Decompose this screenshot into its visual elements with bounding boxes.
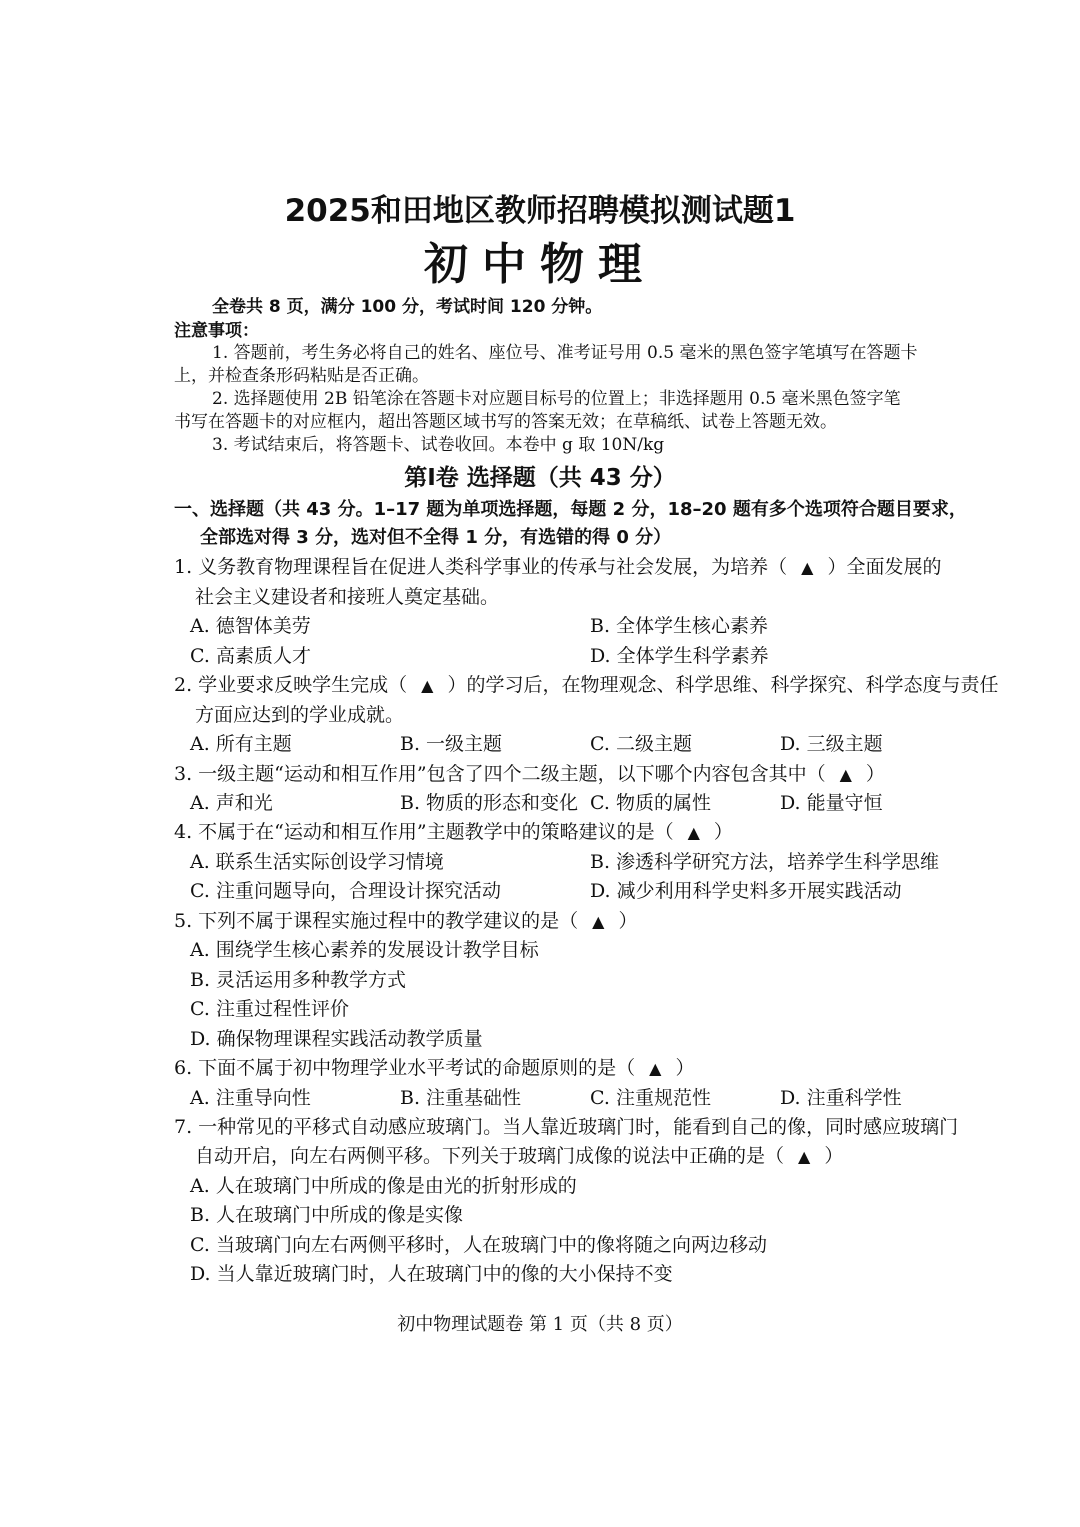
note-3: 3. 考试结束后，将答题卡、试卷收回。本卷中 g 取 10N/kg — [212, 435, 665, 455]
answer-blank-mark: ▲ — [801, 558, 814, 577]
q1-option-a: A. 德智体美劳 — [190, 615, 311, 637]
note-2-cont: 书写在答题卡的对应框内，超出答题区域书写的答案无效；在草稿纸、试卷上答题无效。 — [174, 412, 837, 432]
notes-heading: 注意事项： — [174, 321, 259, 341]
question-5-stem: 5. 下列不属于课程实施过程中的教学建议的是（ ▲ ） — [174, 910, 638, 932]
question-2-stem: 2. 学业要求反映学生完成（ ▲ ）的学习后，在物理观念、科学思维、科学探究、科学态度与责任 — [174, 674, 999, 696]
q3-option-b: B. 物质的形态和变化 — [400, 792, 579, 814]
exam-title: 2025和田地区教师招聘模拟测试题1 — [284, 193, 796, 229]
q5-option-d: D. 确保物理课程实践活动教学质量 — [190, 1028, 483, 1050]
section-instruction-2: 全部选对得 3 分，选对但不全得 1 分，有选错的得 0 分） — [200, 527, 672, 548]
q2-option-a: A. 所有主题 — [190, 733, 292, 755]
q6-option-a: A. 注重导向性 — [190, 1087, 311, 1109]
question-1-stem-cont: 社会主义建设者和接班人奠定基础。 — [195, 586, 500, 608]
page-footer: 初中物理试题卷 第 1 页（共 8 页） — [397, 1314, 683, 1335]
q7-option-c: C. 当玻璃门向左右两侧平移时，人在玻璃门中的像将随之向两边移动 — [190, 1234, 767, 1256]
q4-option-a: A. 联系生活实际创设学习情境 — [190, 851, 444, 873]
question-1-stem: 1. 义务教育物理课程旨在促进人类科学事业的传承与社会发展，为培养（ ▲ ）全面发展的 — [174, 556, 942, 578]
note-2: 2. 选择题使用 2B 铅笔涂在答题卡对应题目标号的位置上；非选择题用 0.5 毫米黑色签字笔 — [212, 389, 901, 409]
section-instruction-1: 一、选择题（共 43 分。1–17 题为单项选择题，每题 2 分，18–20 题有多个选项符合题目要求， — [174, 499, 967, 520]
q1-option-b: B. 全体学生核心素养 — [590, 615, 769, 637]
q6-option-c: C. 注重规范性 — [590, 1087, 711, 1109]
answer-blank-mark: ▲ — [839, 765, 852, 784]
q3-option-c: C. 物质的属性 — [590, 792, 711, 814]
q6-option-b: B. 注重基础性 — [400, 1087, 522, 1109]
q3-option-d: D. 能量守恒 — [780, 792, 883, 814]
q3-option-a: A. 声和光 — [190, 792, 273, 814]
q5-option-c: C. 注重过程性评价 — [190, 998, 349, 1020]
question-3-stem: 3. 一级主题“运动和相互作用”包含了四个二级主题，以下哪个内容包含其中（ ▲ ） — [174, 763, 885, 785]
question-4-stem: 4. 不属于在“运动和相互作用”主题教学中的策略建议的是（ ▲ ） — [174, 821, 733, 843]
q1-option-c: C. 高素质人才 — [190, 645, 311, 667]
q4-option-d: D. 减少利用科学史料多开展实践活动 — [590, 880, 902, 902]
q4-option-c: C. 注重问题导向，合理设计探究活动 — [190, 880, 501, 902]
q7-option-a: A. 人在玻璃门中所成的像是由光的折射形成的 — [190, 1175, 577, 1197]
note-1-cont: 上，并检查条形码粘贴是否正确。 — [174, 366, 429, 386]
q1-option-d: D. 全体学生科学素养 — [590, 645, 769, 667]
question-2-stem-cont: 方面应达到的学业成就。 — [195, 704, 405, 726]
q6-option-d: D. 注重科学性 — [780, 1087, 902, 1109]
q4-option-b: B. 渗透科学研究方法，培养学生科学思维 — [590, 851, 940, 873]
question-7-stem: 7. 一种常见的平移式自动感应玻璃门。当人靠近玻璃门时，能看到自己的像，同时感应玻璃门 — [174, 1116, 959, 1138]
q7-option-b: B. 人在玻璃门中所成的像是实像 — [190, 1204, 464, 1226]
q2-option-d: D. 三级主题 — [780, 733, 883, 755]
answer-blank-mark: ▲ — [649, 1059, 662, 1078]
q2-option-c: C. 二级主题 — [590, 733, 692, 755]
answer-blank-mark: ▲ — [592, 912, 605, 931]
q5-option-b: B. 灵活运用多种教学方式 — [190, 969, 407, 991]
question-6-stem: 6. 下面不属于初中物理学业水平考试的命题原则的是（ ▲ ） — [174, 1057, 695, 1079]
q7-option-d: D. 当人靠近玻璃门时，人在玻璃门中的像的大小保持不变 — [190, 1263, 673, 1285]
q2-option-b: B. 一级主题 — [400, 733, 503, 755]
question-7-stem-cont: 自动开启，向左右两侧平移。下列关于玻璃门成像的说法中正确的是（ ▲ ） — [195, 1145, 844, 1167]
subject-title: 初中物理 — [424, 239, 656, 290]
exam-info: 全卷共 8 页，满分 100 分，考试时间 120 分钟。 — [212, 297, 603, 317]
q5-option-a: A. 围绕学生核心素养的发展设计教学目标 — [190, 939, 539, 961]
note-1: 1. 答题前，考生务必将自己的姓名、座位号、准考证号用 0.5 毫米的黑色签字笔填写在答题卡 — [212, 343, 918, 363]
answer-blank-mark: ▲ — [687, 823, 700, 842]
section-title: 第Ⅰ卷 选择题（共 43 分） — [404, 465, 676, 491]
answer-blank-mark: ▲ — [798, 1147, 811, 1166]
answer-blank-mark: ▲ — [421, 676, 434, 695]
